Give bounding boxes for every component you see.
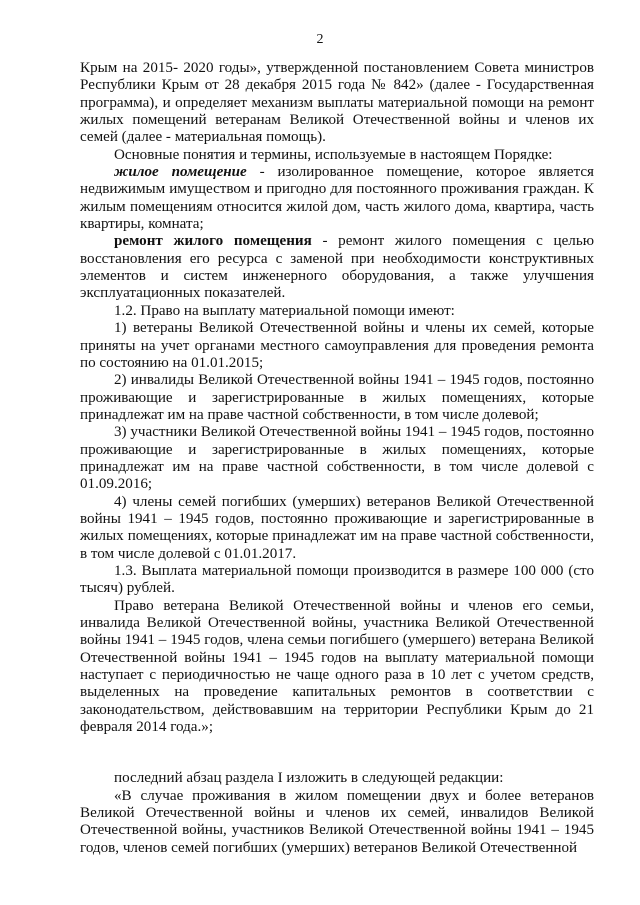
page-number: 2 bbox=[316, 32, 324, 47]
term-repair-definition: - ремонт жилого помещения с целью восстановления его ресурса с заменой при необходимости конструктивных элементов и систем инженерного оборудования, а также улучшения эксплуатационных показателей. bbox=[80, 233, 594, 302]
term-living-space-definition: - изолированное помещение, которое является недвижимым имуществом и пригодно для постоянного проживания граждан. К жилым помещениям относится жилой дом, часть жилого дома, квартира, часть квартиры, комната; bbox=[80, 164, 594, 233]
paragraph-section-1-2: 1.2. Право на выплату материальной помощи имеют: bbox=[114, 302, 455, 319]
list-item-1: 1) ветераны Великой Отечественной войны и члены их семей, которые приняты на учет органами местного самоуправления для проведения ремонта по состоянию на 01.01.2015; bbox=[80, 320, 594, 371]
list-item-3: 3) участники Великой Отечественной войны 1941 – 1945 годов, постоянно проживающие и зарегистрированные в жилых помещениях, которые принадлежат им на праве частной собственности, в том числе долевой с 01.09.2016; bbox=[80, 424, 594, 493]
term-repair: ремонт жилого помещения bbox=[114, 233, 312, 250]
paragraph-program-reference: Крым на 2015- 2020 годы», утвержденной постановлением Совета министров Республики Крым от 28 декабря 2015 года № 842» (далее - Государственная программа), и определяет механизм выплаты материальной помощи на ремонт жилых помещений ветеранам Великой Отечественной войны и членов их семей (далее - материальная помощь). bbox=[80, 60, 594, 146]
paragraph-terms-intro: Основные понятия и термины, используемые в настоящем Порядке: bbox=[114, 146, 553, 163]
list-item-4: 4) члены семей погибших (умерших) ветеранов Великой Отечественной войны 1941 – 1945 годов, постоянно проживающие и зарегистрированные в жилых помещениях, которые принадлежат им на праве частной собственности, в том числе долевой с 01.01.2017. bbox=[80, 493, 594, 562]
paragraph-right-periodicity: Право ветерана Великой Отечественной войны и членов его семьи, инвалида Великой Отечественной войны, участника Великой Отечественной войны 1941 – 1945 годов, члена семьи погибшего (умершего) ветерана Великой Отечественной войны 1941 – 1945 годов на выплату материальной помощи наступает с периодичностью не чаще одного раза в 10 лет с учетом средств, выделенных на проведение капитальных ремонтов в соответствии с законодательством, действовавшим на территории Республики Крым до 21 февраля 2014 года.»; bbox=[80, 597, 594, 736]
list-item-2: 2) инвалиды Великой Отечественной войны 1941 – 1945 годов, постоянно проживающие и зарегистрированные в жилых помещениях, которые принадлежат им на праве частной собственности, в том числе долевой; bbox=[80, 372, 594, 423]
paragraph-amendment-text: «В случае проживания в жилом помещении двух и более ветеранов Великой Отечественной войны и членов их семей, инвалидов Великой Отечественной войны, участников Великой Отечественной войны 1941 – 1945 годов, членов семей погибших (умерших) ветеранов Великой Отечественной bbox=[80, 787, 594, 856]
paragraph-section-1-3: 1.3. Выплата материальной помощи производится в размере 100 000 (сто тысяч) рублей. bbox=[80, 562, 594, 597]
paragraph-amendment-instruction: последний абзац раздела I изложить в следующей редакции: bbox=[114, 770, 504, 787]
term-living-space: жилое помещение bbox=[114, 164, 247, 181]
document-body bbox=[80, 60, 594, 857]
paragraph-term-repair bbox=[80, 233, 594, 302]
paragraph-term-living-space bbox=[80, 164, 594, 233]
